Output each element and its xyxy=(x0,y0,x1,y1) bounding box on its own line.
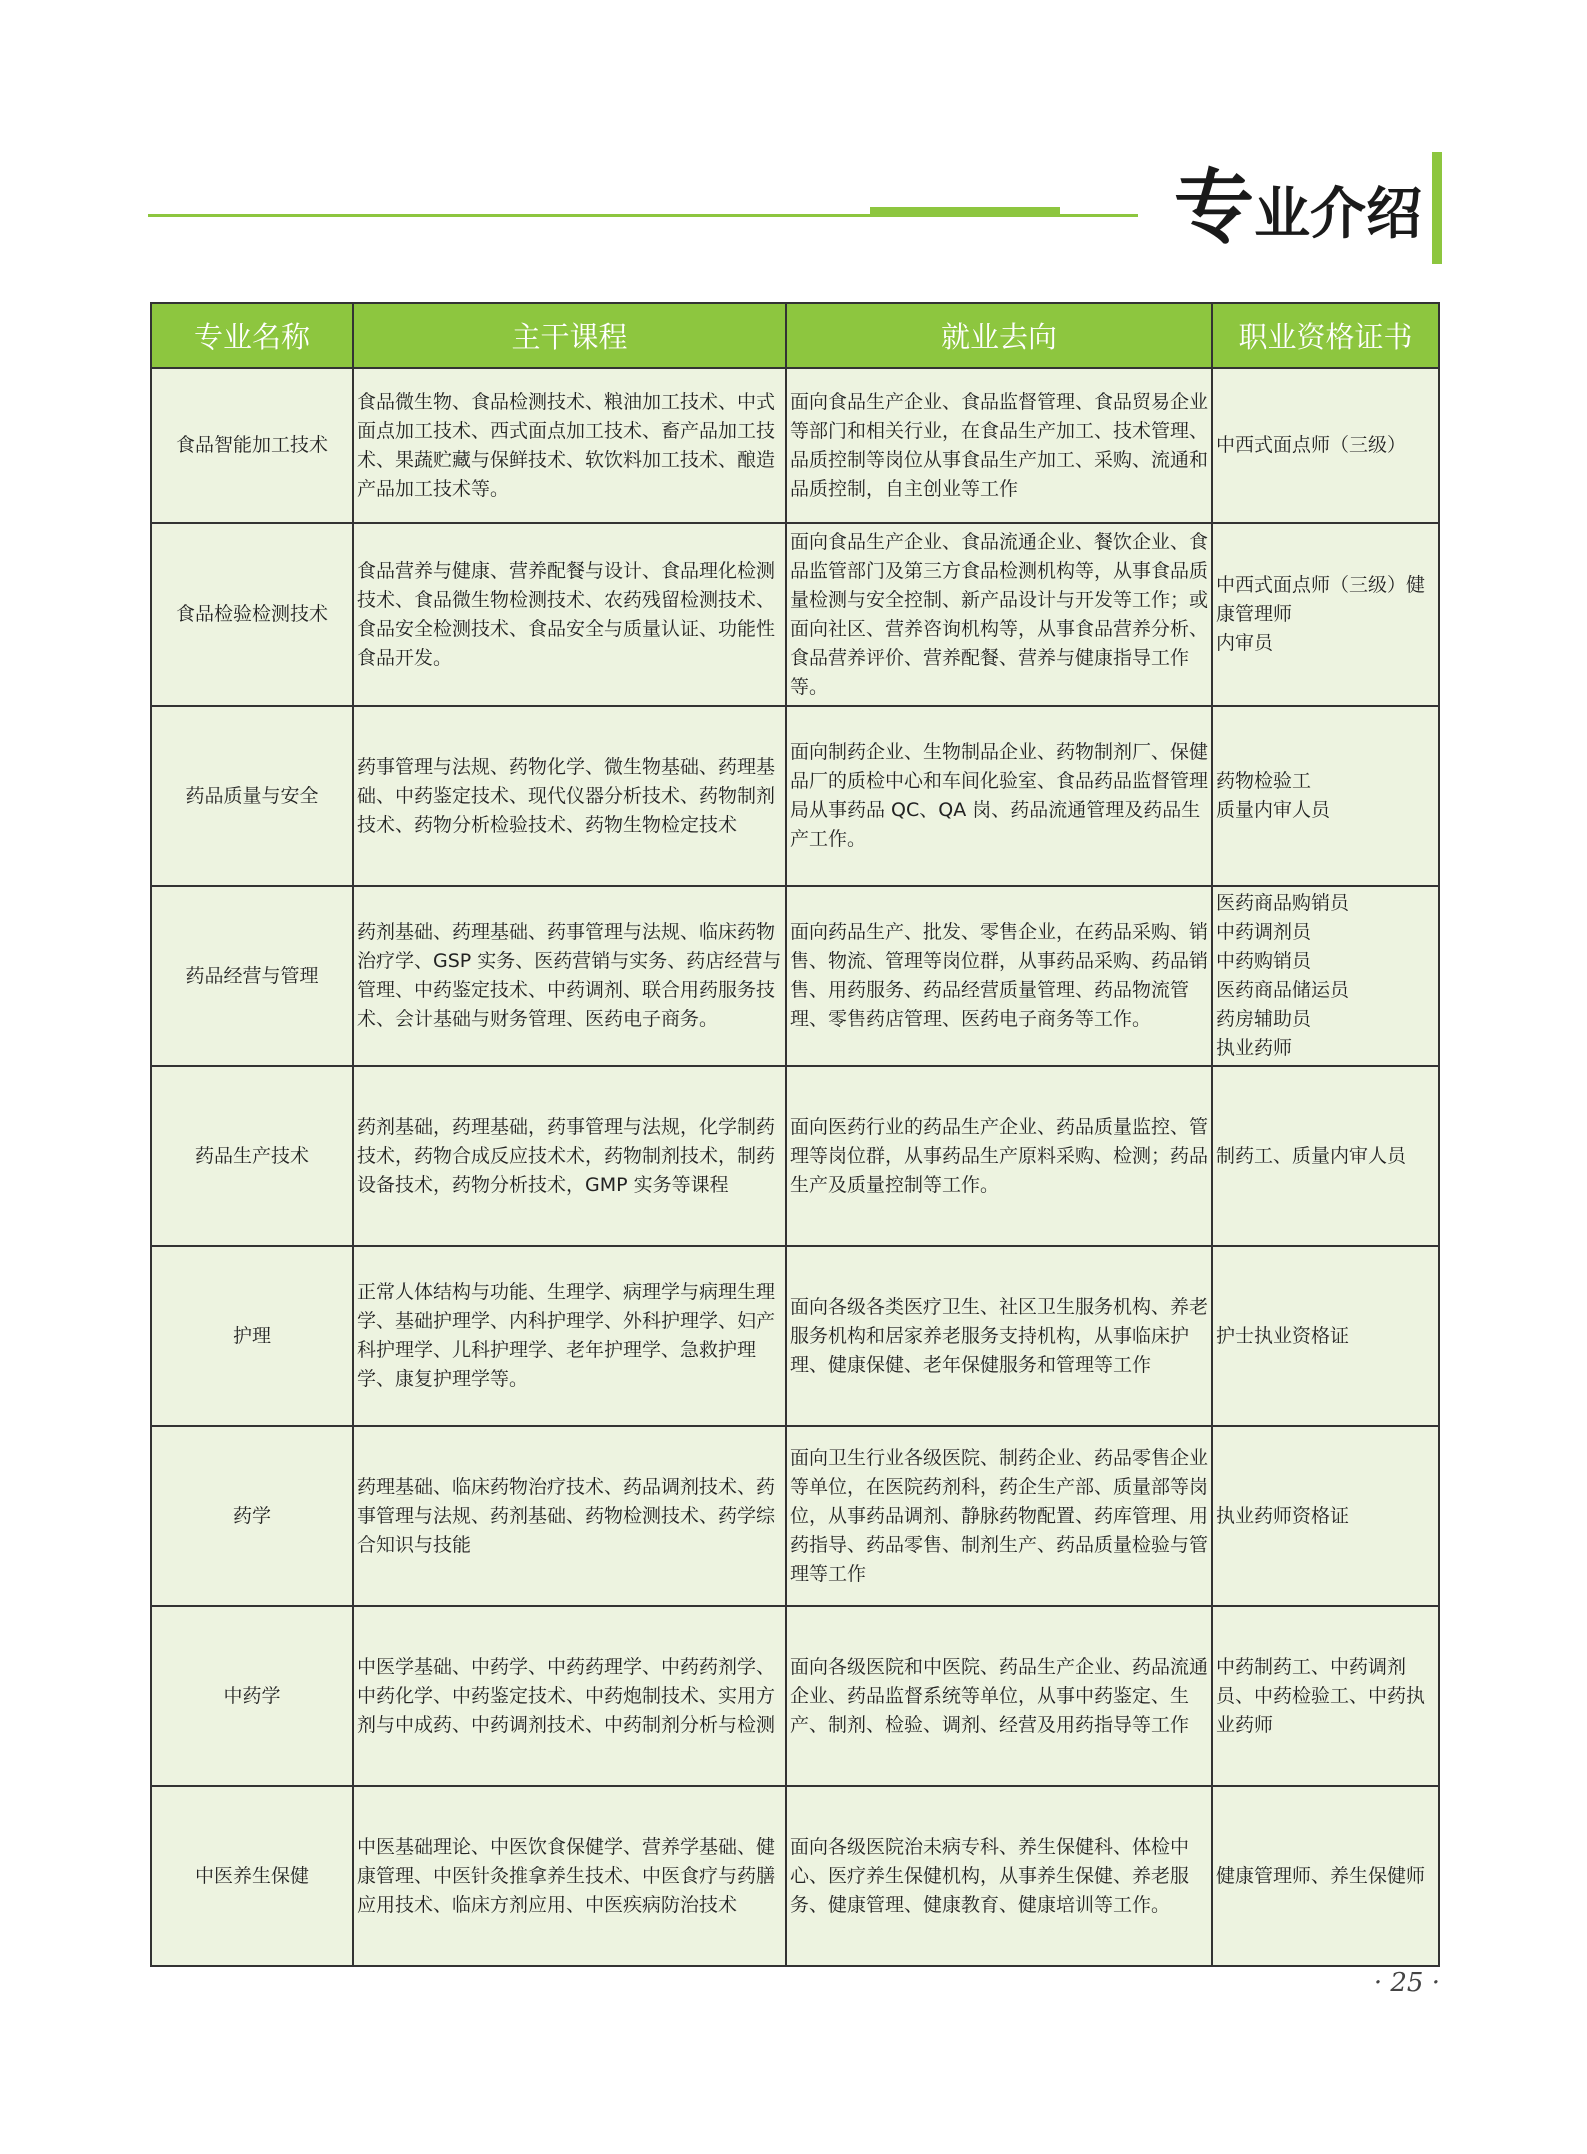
employment-cell: 面向各级医院治未病专科、养生保健科、体检中心、医疗养生保健机构，从事养生保健、养老服务、健康管理、健康教育、健康培训等工作。 xyxy=(786,1786,1212,1966)
certificate-item: 执业药师 xyxy=(1216,1037,1293,1059)
major-name-cell: 食品智能加工技术 xyxy=(151,368,353,523)
major-name-cell: 药品生产技术 xyxy=(151,1066,353,1246)
certificate-item: 中药调剂员 xyxy=(1216,921,1312,943)
certificate-item: 制药工、质量内审人员 xyxy=(1216,1144,1407,1167)
certificate-cell xyxy=(1212,886,1439,1066)
column-header: 专业名称 xyxy=(151,303,353,368)
majors-table xyxy=(150,302,1440,1967)
certificate-item: 中药制药工、中药调剂员、中药检验工、中药执业药师 xyxy=(1216,1655,1426,1736)
column-header: 职业资格证书 xyxy=(1212,303,1439,368)
employment-cell: 面向食品生产企业、食品监督管理、食品贸易企业等部门和相关行业，在食品生产加工、技术管理、品质控制等岗位从事食品生产加工、采购、流通和品质控制，自主创业等工作 xyxy=(786,368,1212,523)
certificate-item: 健康管理师、养生保健师 xyxy=(1216,1864,1426,1887)
certificate-item: 中药购销员 xyxy=(1216,950,1312,972)
major-name-cell: 中医养生保健 xyxy=(151,1786,353,1966)
courses-cell: 药剂基础，药理基础，药事管理与法规，化学制药技术，药物合成反应技术术，药物制剂技术，制药设备技术，药物分析技术，GMP 实务等课程 xyxy=(353,1066,786,1246)
table-row xyxy=(151,1606,1439,1786)
employment-cell: 面向各级各类医疗卫生、社区卫生服务机构、养老服务机构和居家养老服务支持机构，从事临床护理、健康保健、老年保健服务和管理等工作 xyxy=(786,1246,1212,1426)
major-name-cell: 药学 xyxy=(151,1426,353,1606)
certificate-item: 护士执业资格证 xyxy=(1216,1324,1350,1347)
courses-cell: 中医基础理论、中医饮食保健学、营养学基础、健康管理、中医针灸推拿养生技术、中医食疗与药膳应用技术、临床方剂应用、中医疾病防治技术 xyxy=(353,1786,786,1966)
courses-cell: 中医学基础、中药学、中药药理学、中药药剂学、中药化学、中药鉴定技术、中药炮制技术、实用方剂与中成药、中药调剂技术、中药制剂分析与检测 xyxy=(353,1606,786,1786)
page-number: · 25 · xyxy=(1373,1968,1440,1998)
major-name-cell: 药品经营与管理 xyxy=(151,886,353,1066)
table-row xyxy=(151,1246,1439,1426)
employment-cell: 面向各级医院和中医院、药品生产企业、药品流通企业、药品监督系统等单位，从事中药鉴定、生产、制剂、检验、调剂、经营及用药指导等工作 xyxy=(786,1606,1212,1786)
certificate-cell xyxy=(1212,1606,1439,1786)
certificate-cell xyxy=(1212,1066,1439,1246)
certificate-item: 质量内审人员 xyxy=(1216,799,1331,821)
page-title xyxy=(1160,158,1422,258)
column-header: 就业去向 xyxy=(786,303,1212,368)
courses-cell: 药剂基础、药理基础、药事管理与法规、临床药物治疗学、GSP 实务、医药营销与实务、药店经营与管理、中药鉴定技术、中药调剂、联合用药服务技术、会计基础与财务管理、医药电子商务。 xyxy=(353,886,786,1066)
courses-cell: 正常人体结构与功能、生理学、病理学与病理生理学、基础护理学、内科护理学、外科护理学、妇产科护理学、儿科护理学、老年护理学、急救护理学、康复护理学等。 xyxy=(353,1246,786,1426)
major-name-cell: 食品检验检测技术 xyxy=(151,523,353,706)
courses-cell: 药事管理与法规、药物化学、微生物基础、药理基础、中药鉴定技术、现代仪器分析技术、药物制剂技术、药物分析检验技术、药物生物检定技术 xyxy=(353,706,786,886)
certificate-item: 内审员 xyxy=(1216,632,1274,654)
certificate-item: 药房辅助员 xyxy=(1216,1008,1312,1030)
major-name-cell: 药品质量与安全 xyxy=(151,706,353,886)
certificate-cell xyxy=(1212,1426,1439,1606)
certificate-cell xyxy=(1212,706,1439,886)
major-name-cell: 护理 xyxy=(151,1246,353,1426)
major-name-cell: 中药学 xyxy=(151,1606,353,1786)
table-row xyxy=(151,706,1439,886)
header-vertical-bar xyxy=(1432,152,1442,264)
employment-cell: 面向药品生产、批发、零售企业，在药品采购、销售、物流、管理等岗位群，从事药品采购、药品销售、用药服务、药品经营质量管理、药品物流管理、零售药店管理、医药电子商务等工作。 xyxy=(786,886,1212,1066)
certificate-item: 药物检验工 xyxy=(1216,770,1312,792)
table-header-row xyxy=(151,303,1439,368)
column-header: 主干课程 xyxy=(353,303,786,368)
table-row xyxy=(151,368,1439,523)
certificate-item: 医药商品购销员 xyxy=(1216,892,1350,914)
certificate-item: 执业药师资格证 xyxy=(1216,1504,1350,1527)
employment-cell: 面向卫生行业各级医院、制药企业、药品零售企业等单位，在医院药剂科，药企生产部、质量部等岗位，从事药品调剂、静脉药物配置、药库管理、用药指导、药品零售、制剂生产、药品质量检验与管理等工作 xyxy=(786,1426,1212,1606)
header-accent-bar xyxy=(870,207,1060,217)
page-title-part2: 业介绍 xyxy=(1254,182,1422,247)
certificate-cell xyxy=(1212,368,1439,523)
page-title-part1: 专 xyxy=(1174,161,1254,254)
certificate-cell xyxy=(1212,523,1439,706)
table-row xyxy=(151,1786,1439,1966)
table-row xyxy=(151,1426,1439,1606)
courses-cell: 药理基础、临床药物治疗技术、药品调剂技术、药事管理与法规、药剂基础、药物检测技术、药学综合知识与技能 xyxy=(353,1426,786,1606)
employment-cell: 面向制药企业、生物制品企业、药物制剂厂、保健品厂的质检中心和车间化验室、食品药品监督管理局从事药品 QC、QA 岗、药品流通管理及药品生产工作。 xyxy=(786,706,1212,886)
employment-cell: 面向医药行业的药品生产企业、药品质量监控、管理等岗位群，从事药品生产原料采购、检测；药品生产及质量控制等工作。 xyxy=(786,1066,1212,1246)
courses-cell: 食品营养与健康、营养配餐与设计、食品理化检测技术、食品微生物检测技术、农药残留检测技术、食品安全检测技术、食品安全与质量认证、功能性食品开发。 xyxy=(353,523,786,706)
table-row xyxy=(151,886,1439,1066)
certificate-item: 中西式面点师（三级） xyxy=(1216,434,1407,456)
certificate-item: 中西式面点师（三级）健康管理师 xyxy=(1216,574,1426,625)
certificate-cell xyxy=(1212,1246,1439,1426)
table-row xyxy=(151,523,1439,706)
courses-cell: 食品微生物、食品检测技术、粮油加工技术、中式面点加工技术、西式面点加工技术、畜产品加工技术、果蔬贮藏与保鲜技术、软饮料加工技术、酿造产品加工技术等。 xyxy=(353,368,786,523)
table-body xyxy=(151,368,1439,1966)
certificate-item: 医药商品储运员 xyxy=(1216,979,1350,1001)
employment-cell: 面向食品生产企业、食品流通企业、餐饮企业、食品监管部门及第三方食品检测机构等，从事食品质量检测与安全控制、新产品设计与开发等工作；或面向社区、营养咨询机构等，从事食品营养分析、食品营养评价、营养配餐、营养与健康指导工作等。 xyxy=(786,523,1212,706)
certificate-cell xyxy=(1212,1786,1439,1966)
table-row xyxy=(151,1066,1439,1246)
